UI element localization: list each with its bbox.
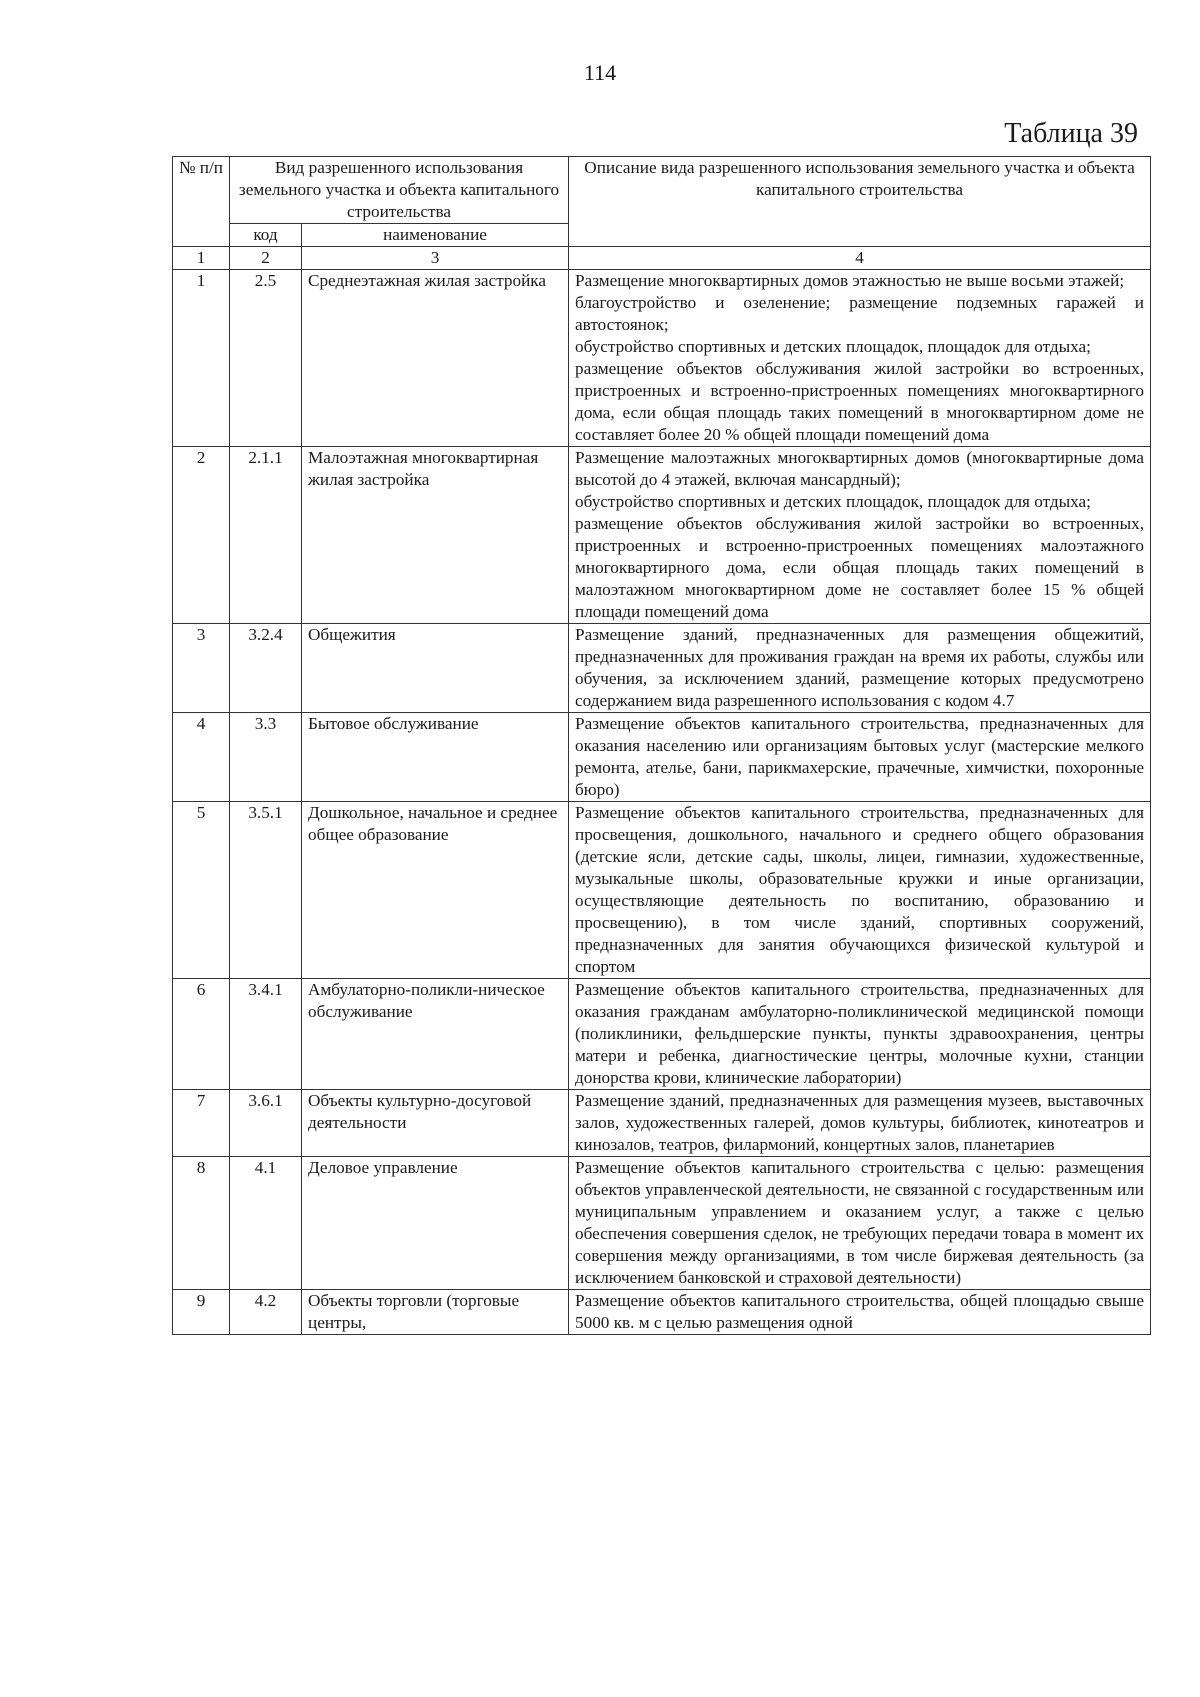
description-paragraph: Размещение объектов капитального строительства, предназначенных для просвещения, дошкольного, начального и среднего общего образования (детские ясли, детские сады, школы, лицеи, гимназии, художественные, музыкальные школы, образовательные кружки и иные организации, осуществляющие деятельность по воспитанию, образованию и просвещению), в том числе зданий, спортивных сооружений, предназначенных для занятия обучающихся физической культурой и спортом	[575, 803, 1145, 976]
row-description	[569, 802, 1151, 979]
header-kind: Вид разрешенного использования земельного участка и объекта капитального строительства	[230, 157, 569, 224]
table-body	[173, 270, 1151, 1335]
row-description	[569, 270, 1151, 447]
row-name: Среднеэтажная жилая застройка	[302, 270, 569, 447]
row-code: 4.1	[230, 1157, 302, 1290]
table-row	[173, 270, 1151, 447]
description-paragraph: благоустройство и озеленение; размещение подземных гаражей и автостоянок;	[575, 293, 1145, 334]
table-row	[173, 802, 1151, 979]
description-paragraph: Размещение зданий, предназначенных для размещения общежитий, предназначенных для проживания граждан на время их работы, службы или обучения, за исключением зданий, размещение которых предусмотрено содержанием вида разрешенного использования с кодом 4.7	[575, 625, 1145, 710]
page-number: 114	[583, 60, 617, 85]
row-description	[569, 979, 1151, 1090]
row-name: Деловое управление	[302, 1157, 569, 1290]
table-row	[173, 713, 1151, 802]
row-code: 3.3	[230, 713, 302, 802]
row-name: Амбулаторно-поликли-ническое обслуживание	[302, 979, 569, 1090]
col-number-2: 2	[230, 247, 302, 270]
table-row	[173, 979, 1151, 1090]
row-number: 7	[173, 1090, 230, 1157]
col-number-1: 1	[173, 247, 230, 270]
description-paragraph: Размещение объектов капитального строительства с целью: размещения объектов управленческой деятельности, не связанной с государственным или муниципальным управлением и оказанием услуг, а также с целью обеспечения совершения сделок, не требующих передачи товара в момент их совершения между организациями, в том числе биржевая деятельность (за исключением банковской и страховой деятельности)	[575, 1158, 1145, 1287]
table-row	[173, 1290, 1151, 1335]
table-row	[173, 1157, 1151, 1290]
description-paragraph: размещение объектов обслуживания жилой застройки во встроенных, пристроенных и встроенно-пристроенных помещениях малоэтажного многоквартирного дома, если общая площадь таких помещений в малоэтажном многоквартирном доме не составляет более 15 % общей площади помещений дома	[575, 514, 1145, 621]
row-code: 2.1.1	[230, 447, 302, 624]
row-description	[569, 1157, 1151, 1290]
table-row	[173, 447, 1151, 624]
row-description	[569, 1090, 1151, 1157]
row-description	[569, 713, 1151, 802]
row-number: 6	[173, 979, 230, 1090]
header-name: наименование	[302, 224, 569, 247]
row-number: 2	[173, 447, 230, 624]
row-name: Общежития	[302, 624, 569, 713]
row-number: 4	[173, 713, 230, 802]
col-number-4: 4	[569, 247, 1151, 270]
description-paragraph: размещение объектов обслуживания жилой застройки во встроенных, пристроенных и встроенно-пристроенных помещениях многоквартирного дома, если общая площадь таких помещений в многоквартирном доме не составляет более 20 % общей площади помещений дома	[575, 359, 1145, 444]
row-name: Малоэтажная многоквартирная жилая застройка	[302, 447, 569, 624]
table-row	[173, 1090, 1151, 1157]
row-code: 2.5	[230, 270, 302, 447]
row-name: Дошкольное, начальное и среднее общее образование	[302, 802, 569, 979]
row-number: 3	[173, 624, 230, 713]
col-number-3: 3	[302, 247, 569, 270]
table-caption: Таблица 39	[1004, 118, 1138, 149]
row-description	[569, 447, 1151, 624]
table-row	[173, 624, 1151, 713]
row-name: Объекты культурно-досуговой деятельности	[302, 1090, 569, 1157]
land-use-table	[172, 156, 1151, 1335]
row-description	[569, 624, 1151, 713]
row-name: Объекты торговли (торговые центры,	[302, 1290, 569, 1335]
row-code: 4.2	[230, 1290, 302, 1335]
description-paragraph: Размещение многоквартирных домов этажностью не выше восьми этажей;	[575, 271, 1125, 290]
description-paragraph: Размещение зданий, предназначенных для размещения музеев, выставочных залов, художественных галерей, домов культуры, библиотек, кинотеатров и кинозалов, театров, филармоний, концертных залов, планетариев	[575, 1091, 1145, 1154]
description-paragraph: Размещение объектов капитального строительства, предназначенных для оказания населению или организациям бытовых услуг (мастерские мелкого ремонта, ателье, бани, парикмахерские, прачечные, химчистки, похоронные бюро)	[575, 714, 1145, 799]
description-paragraph: Размещение малоэтажных многоквартирных домов (многоквартирные дома высотой до 4 этажей, включая мансардный);	[575, 448, 1145, 489]
row-name: Бытовое обслуживание	[302, 713, 569, 802]
description-paragraph: обустройство спортивных и детских площадок, площадок для отдыха;	[575, 492, 1091, 511]
row-description	[569, 1290, 1151, 1335]
row-code: 3.6.1	[230, 1090, 302, 1157]
row-number: 5	[173, 802, 230, 979]
row-code: 3.4.1	[230, 979, 302, 1090]
row-code: 3.2.4	[230, 624, 302, 713]
header-code: код	[230, 224, 302, 247]
row-number: 9	[173, 1290, 230, 1335]
row-number: 8	[173, 1157, 230, 1290]
header-description: Описание вида разрешенного использования земельного участка и объекта капитального строительства	[569, 157, 1151, 247]
row-number: 1	[173, 270, 230, 447]
description-paragraph: Размещение объектов капитального строительства, общей площадью свыше 5000 кв. м с целью размещения одной	[575, 1291, 1145, 1332]
row-code: 3.5.1	[230, 802, 302, 979]
header-num: № п/п	[173, 157, 230, 247]
description-paragraph: Размещение объектов капитального строительства, предназначенных для оказания гражданам амбулаторно-поликлинической медицинской помощи (поликлиники, фельдшерские пункты, пункты здравоохранения, центры матери и ребенка, диагностические центры, молочные кухни, станции донорства крови, клинические лаборатории)	[575, 980, 1145, 1087]
description-paragraph: обустройство спортивных и детских площадок, площадок для отдыха;	[575, 337, 1091, 356]
